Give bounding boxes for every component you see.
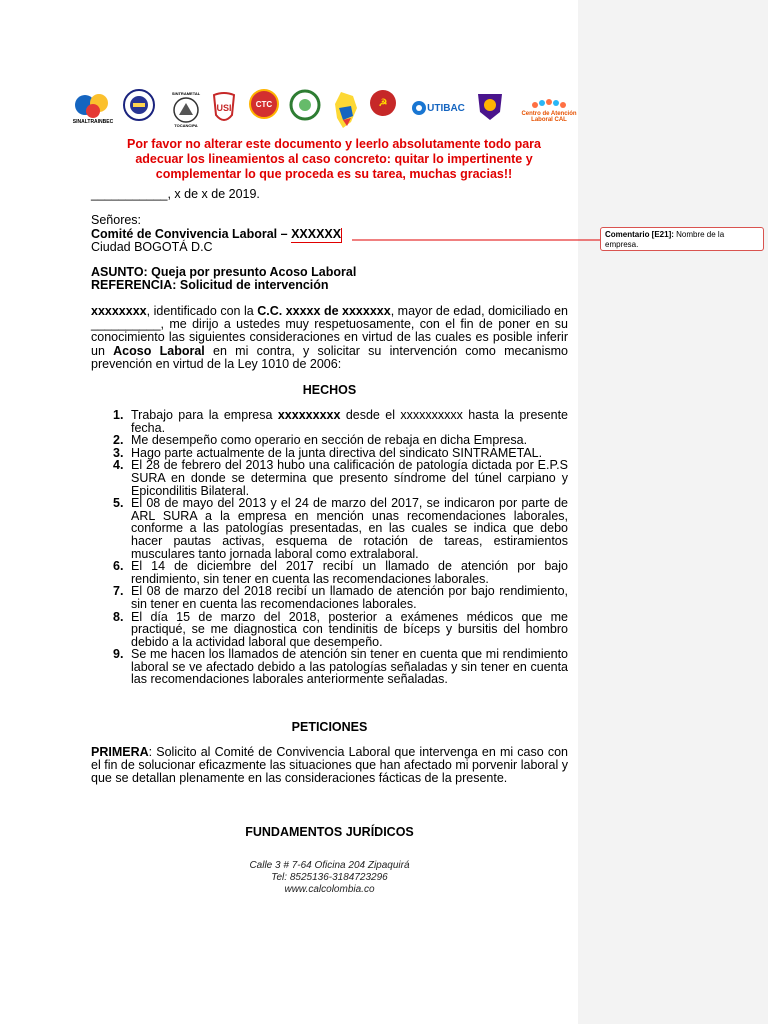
hechos-item-text: El día 15 de marzo del 2018, posterior a exámenes médicos que me practiqué, se me diagnostica con tendinitis de bíceps y bursitis del hombro debido a la actividad laboral que desempeño. xyxy=(131,609,568,649)
footer-address: Calle 3 # 7-64 Oficina 204 Zipaquirá xyxy=(249,860,410,871)
hechos-item-number: 9. xyxy=(113,647,124,662)
hechos-item-text: Se me hacen los llamados de atención sin tener en cuenta que mi rendimiento laboral se ve afectado debido a las patologías señaladas y sin tener en cuenta las recomendaciones laborales anteriormente señaladas. xyxy=(131,647,568,687)
hechos-item-number: 7. xyxy=(113,584,124,599)
comment-balloon[interactable]: Comentario [E21]: Nombre de la empresa. xyxy=(600,227,764,251)
warning-note: Por favor no alterar este documento y leerlo absolutamente todo para adecuar los lineamientos al caso concreto: quitar lo impertinente y complementar lo que proceda es su tarea, muchas gracias!! xyxy=(127,137,541,181)
hechos-item-number: 1. xyxy=(113,408,124,422)
city-line: Ciudad BOGOTÁ D.C xyxy=(91,240,213,254)
fundamentos-title: FUNDAMENTOS JURÍDICOS xyxy=(245,825,414,839)
hechos-item-text: Me desempeño como operario en sección de rebaja en dicha Empresa. xyxy=(131,433,528,448)
hechos-item-text: El 28 de febrero del 2013 hubo una calificación de patología dictada por E.P.S SURA en donde se determina que presento síndrome del túnel carpiano y Epicondilitis Bilateral. xyxy=(131,458,568,498)
hechos-item-number: 6. xyxy=(113,559,124,574)
greeting: Señores: xyxy=(91,213,142,227)
committee-line: Comité de Convivencia Laboral – XXXXXX xyxy=(91,227,342,241)
hechos-item-text: Hago parte actualmente de la junta directiva del sindicato SINTRAMETAL. xyxy=(131,445,543,460)
subject-referencia: REFERENCIA: Solicitud de intervención xyxy=(91,278,329,292)
hechos-item-number: 3. xyxy=(113,445,124,460)
utibac-logo: UTIBAC xyxy=(408,88,468,128)
svg-text:USI: USI xyxy=(216,103,232,113)
footer-tel: Tel: 8525136-3184723296 xyxy=(271,872,388,883)
hechos-item-number: 8. xyxy=(113,609,124,624)
hechos-item-text: El 14 de diciembre del 2017 recibí un llamado de atención por bajo rendimiento, sin tener en cuenta las recomendaciones laborales. xyxy=(131,559,568,586)
primera-paragraph: PRIMERA: Solicito al Comité de Convivencia Laboral que intervenga en mi caso con el fin de solucionar eficazmente las situaciones que han afectado mi porvenir laboral y que se detallan plenamente en las consideraciones fácticas de la presente. xyxy=(91,745,568,786)
cal-logo: Centro de Atención Laboral CAL xyxy=(514,88,584,132)
company-placeholder[interactable]: XXXXXX xyxy=(291,227,342,241)
hechos-item-text: El 08 de marzo del 2018 recibí un llamado de atención por bajo rendimiento, sin tener en cuenta las recomendaciones laborales. xyxy=(131,584,568,611)
hechos-item-number: 5. xyxy=(113,496,124,511)
hechos-title: HECHOS xyxy=(302,383,357,397)
sinaltrainbec-logo: SINALTRAINBEC xyxy=(70,88,116,128)
peticiones-title: PETICIONES xyxy=(291,720,368,734)
hechos-item-number: 2. xyxy=(113,433,124,448)
hechos-item-text: El 08 de mayo del 2013 y el 24 de marzo del 2017, se indicaron por parte de ARL SURA a la empresa en mención unas recomendaciones laborales, conforme a las patologías presentadas, en las cuales se indica que debo hacer pautas activas, esquema de rotación de tareas, estiramientos musculares tanto jornada laboral como extralaboral. xyxy=(131,496,568,561)
sintrametal-logo: SINTRAMETAL TOCANCIPA xyxy=(171,91,201,128)
hechos-item-text: Trabajo para la empresa xyxy=(131,408,278,422)
footer-web[interactable]: www.calcolombia.co xyxy=(284,884,375,895)
hechos-item-number: 4. xyxy=(113,458,124,473)
subject-asunto: ASUNTO: Queja por presunto Acoso Laboral xyxy=(91,265,357,279)
ctc-logo: CTC xyxy=(248,88,280,120)
red-emblem-logo: ☭ xyxy=(368,88,398,118)
hechos-item-text: desde el xxxxxxxxxx hasta la presente fecha. xyxy=(131,408,568,435)
date-line: ___________, x de x de 2019. xyxy=(91,187,260,201)
hechos-item-text: xxxxxxxxx xyxy=(277,408,341,422)
intro-paragraph: xxxxxxxx, identificado con la C.C. xxxxx de xxxxxxx, mayor de edad, domiciliado en __________, me dirijo a ustedes muy respetuosamente, con el fin de poner en su conocimiento las siguientes consideraciones en virtud de las cuales es posible inferir un Acoso Laboral en mi contra, y solicitar su intervención como mecanismo prevención en virtud de la Ley 1010 de 2006: xyxy=(91,304,568,371)
